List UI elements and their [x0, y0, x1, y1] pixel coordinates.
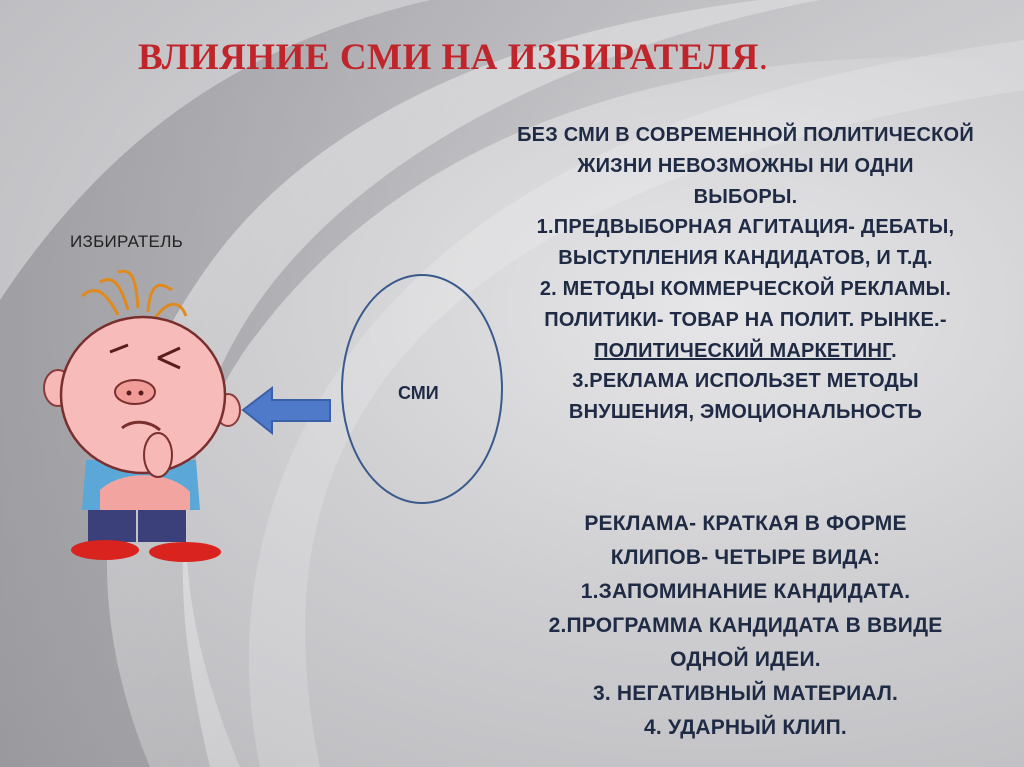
voter-label: ИЗБИРАТЕЛЬ [70, 232, 184, 251]
text-line: РЕКЛАМА- КРАТКАЯ В ФОРМЕ [584, 512, 907, 535]
thinking-boy-cartoon [44, 271, 240, 562]
text-line: ОДНОЙ ИДЕИ. [670, 648, 821, 671]
text-line: 2. МЕТОДЫ КОММЕРЧЕСКОЙ РЕКЛАМЫ. [539, 277, 952, 300]
text-line: 4. УДАРНЫЙ КЛИП. [644, 716, 847, 739]
media-role-text [478, 120, 1013, 428]
text-line: 3.РЕКЛАМА ИСПОЛЬЗЕТ МЕТОДЫ [572, 370, 919, 393]
text-line: 1.ПРЕДВЫБОРНАЯ АГИТАЦИЯ- ДЕБАТЫ, [536, 216, 955, 239]
political-marketing-term: ПОЛИТИЧЕСКИЙ МАРКЕТИНГ [594, 339, 892, 362]
text-dot: . [891, 339, 897, 362]
text-line: 3. НЕГАТИВНЫЙ МАТЕРИАЛ. [592, 682, 899, 705]
advertising-types-text [478, 507, 1013, 745]
text-line: КЛИПОВ- ЧЕТЫРЕ ВИДА: [610, 546, 881, 569]
text-line: 2.ПРОГРАММА КАНДИДАТА В ВВИДЕ [548, 614, 943, 637]
text-line: ВЫБОРЫ. [693, 185, 798, 208]
text-line [478, 336, 1013, 367]
text-line: БЕЗ СМИ В СОВРЕМЕННОЙ ПОЛИТИЧЕСКОЙ [517, 124, 974, 146]
media-label: СМИ [398, 383, 439, 403]
text-line: ЖИЗНИ НЕВОЗМОЖНЫ НИ ОДНИ [577, 154, 914, 177]
slide-title-dot: . [758, 37, 769, 78]
slide-title-text: ВЛИЯНИЕ СМИ НА ИЗБИРАТЕЛЯ [138, 37, 759, 78]
text-line: ВНУШЕНИЯ, ЭМОЦИОНАЛЬНОСТЬ [568, 401, 923, 424]
text-line: 1.ЗАПОМИНАНИЕ КАНДИДАТА. [580, 580, 911, 603]
text-line: ВЫСТУПЛЕНИЯ КАНДИДАТОВ, И Т.Д. [558, 247, 933, 270]
text-line: ПОЛИТИКИ- ТОВАР НА ПОЛИТ. РЫНКЕ.- [544, 308, 947, 331]
left-arrow-icon [243, 388, 330, 433]
